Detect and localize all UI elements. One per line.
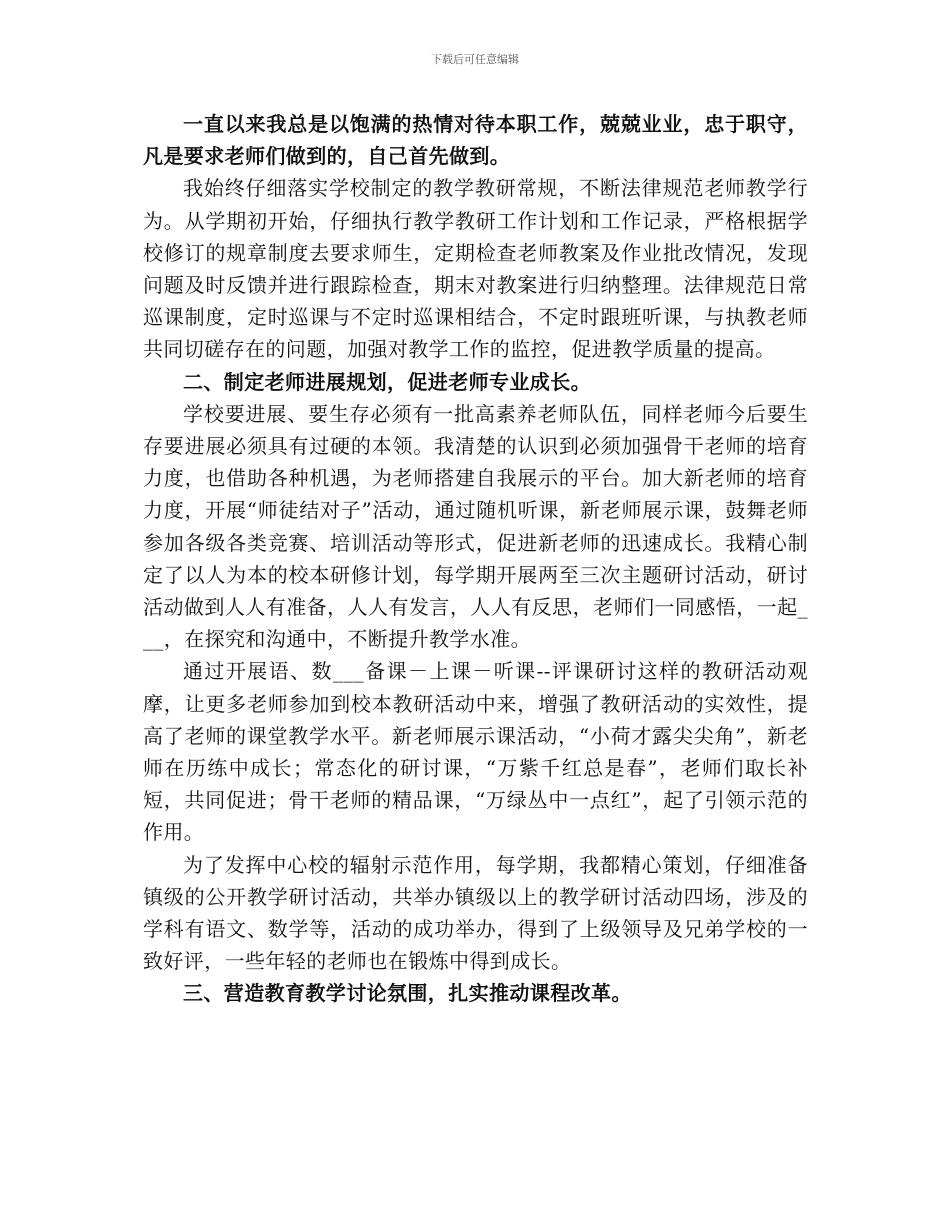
page-header-note: 下载后可任意编辑 [431, 53, 519, 66]
paragraph-teaching-research: 通过开展语、数___备课－上课－听课--评课研讨这样的教研活动观摩，让更多老师参加到校本教研活动中来，增强了教研活动的实效性，提高了老师的课堂教学水平。新老师展示课活动，“小荷才露尖尖角”，新老师在历练中成长；常态化的研讨课，“万紫千红总是春”，老师们取长补短，共同促进；骨干老师的精品课，“万绿丛中一点红”，起了引领示范的作用。 [143, 659, 808, 845]
paragraph-intro-bold: 一直以来我总是以饱满的热情对待本职工作，兢兢业业，忠于职守，凡是要求老师们做到的，自己首先做到。 [143, 112, 808, 169]
section-heading-3: 三、营造教育教学讨论氛围，扎实推动课程改革。 [183, 981, 632, 1006]
paragraph-teaching-routine: 我始终仔细落实学校制定的教学教研常规，不断法律规范老师教学行为。从学期初开始，仔细执行教学教研工作计划和工作记录，严格根据学校修订的规章制度去要求师生，定期检查老师教案及作业批改情况，发现问题及时反馈并进行跟踪检查，期末对教案进行归纳整理。法律规范日常巡课制度，定时巡课与不定时巡课相结合，不定时跟班听课，与执教老师共同切磋存在的问题，加强对教学工作的监控，促进教学质量的提高。 [143, 176, 808, 362]
paragraph-demonstration: 为了发挥中心校的辐射示范作用，每学期，我都精心策划，仔细准备镇级的公开教学研讨活动，共举办镇级以上的教学研讨活动四场，涉及的学科有语文、数学等，活动的成功举办，得到了上级领导及兄弟学校的一致好评，一些年轻的老师也在锻炼中得到成长。 [143, 852, 808, 974]
section-heading-2: 二、制定老师进展规划，促进老师专业成长。 [183, 369, 591, 394]
document-body [143, 108, 808, 1010]
paragraph-teacher-development: 学校要进展、要生存必须有一批高素养老师队伍，同样老师今后要生存要进展必须具有过硬的本领。我清楚的认识到必须加强骨干老师的培育力度，也借助各种机遇，为老师搭建自我展示的平台。加大新老师的培育力度，开展“师徒结对子”活动，通过随机听课，新老师展示课，鼓舞老师参加各级各类竞赛、培训活动等形式，促进新老师的迅速成长。我精心制定了以人为本的校本研修计划，每学期开展两至三次主题研讨活动，研讨活动做到人人有准备，人人有发言，人人有反思，老师们一同感悟，一起___，在探究和沟通中，不断提升教学水准。 [143, 401, 808, 652]
